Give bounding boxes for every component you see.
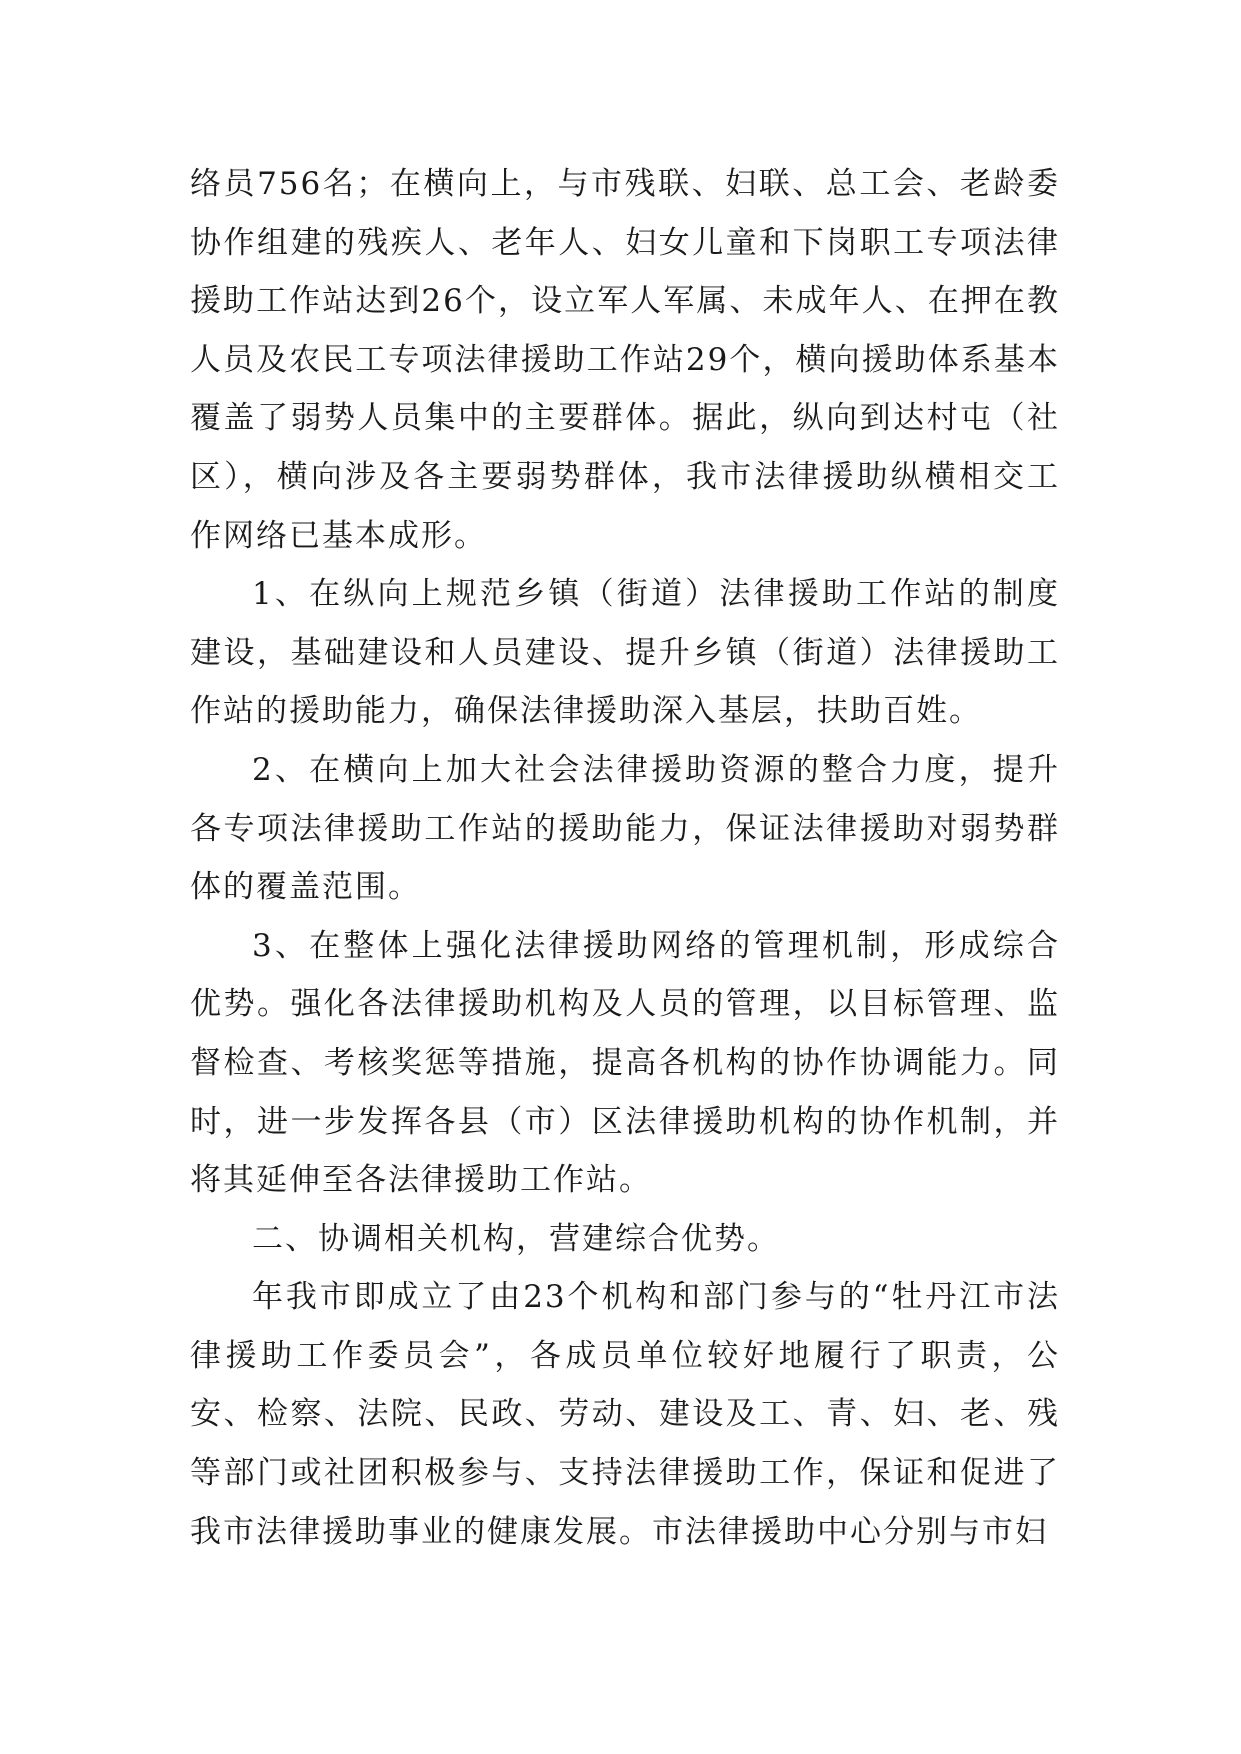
paragraph-network-summary: 络员756名；在横向上，与市残联、妇联、总工会、老龄委协作组建的残疾人、老年人、妇女儿童和下岗职工专项法律援助工作站达到26个，设立军人军属、未成年人、在押在教人员及农民工专项法律援助工作站29个，横向援助体系基本覆盖了弱势人员集中的主要群体。据此，纵向到达村屯（社区），横向涉及各主要弱势群体，我市法律援助纵横相交工作网络已基本成形。 <box>190 166 1060 554</box>
paragraph-item-1: 1、在纵向上规范乡镇（街道）法律援助工作站的制度建设，基础建设和人员建设、提升乡镇（街道）法律援助工作站的援助能力，确保法律援助深入基层，扶助百姓。 <box>190 576 1060 730</box>
document-body <box>190 155 1060 1561</box>
paragraph-item-2: 2、在横向上加大社会法律援助资源的整合力度，提升各专项法律援助工作站的援助能力，保证法律援助对弱势群体的覆盖范围。 <box>190 751 1060 906</box>
section-heading-2: 二、协调相关机构，营建综合优势。 <box>252 1220 780 1257</box>
paragraph-committee: 年我市即成立了由23个机构和部门参与的“牡丹江市法律援助工作委员会”，各成员单位较好地履行了职责，公安、检察、法院、民政、劳动、建设及工、青、妇、老、残等部门或社团积极参与、支持法律援助工作，保证和促进了我市法律援助事业的健康发展。市法律援助中心分别与市妇 <box>190 1279 1060 1550</box>
paragraph-item-3: 3、在整体上强化法律援助网络的管理机制，形成综合优势。强化各法律援助机构及人员的管理，以目标管理、监督检查、考核奖惩等措施，提高各机构的协作协调能力。同时，进一步发挥各县（市）区法律援助机构的协作机制，并将其延伸至各法律援助工作站。 <box>190 927 1060 1199</box>
